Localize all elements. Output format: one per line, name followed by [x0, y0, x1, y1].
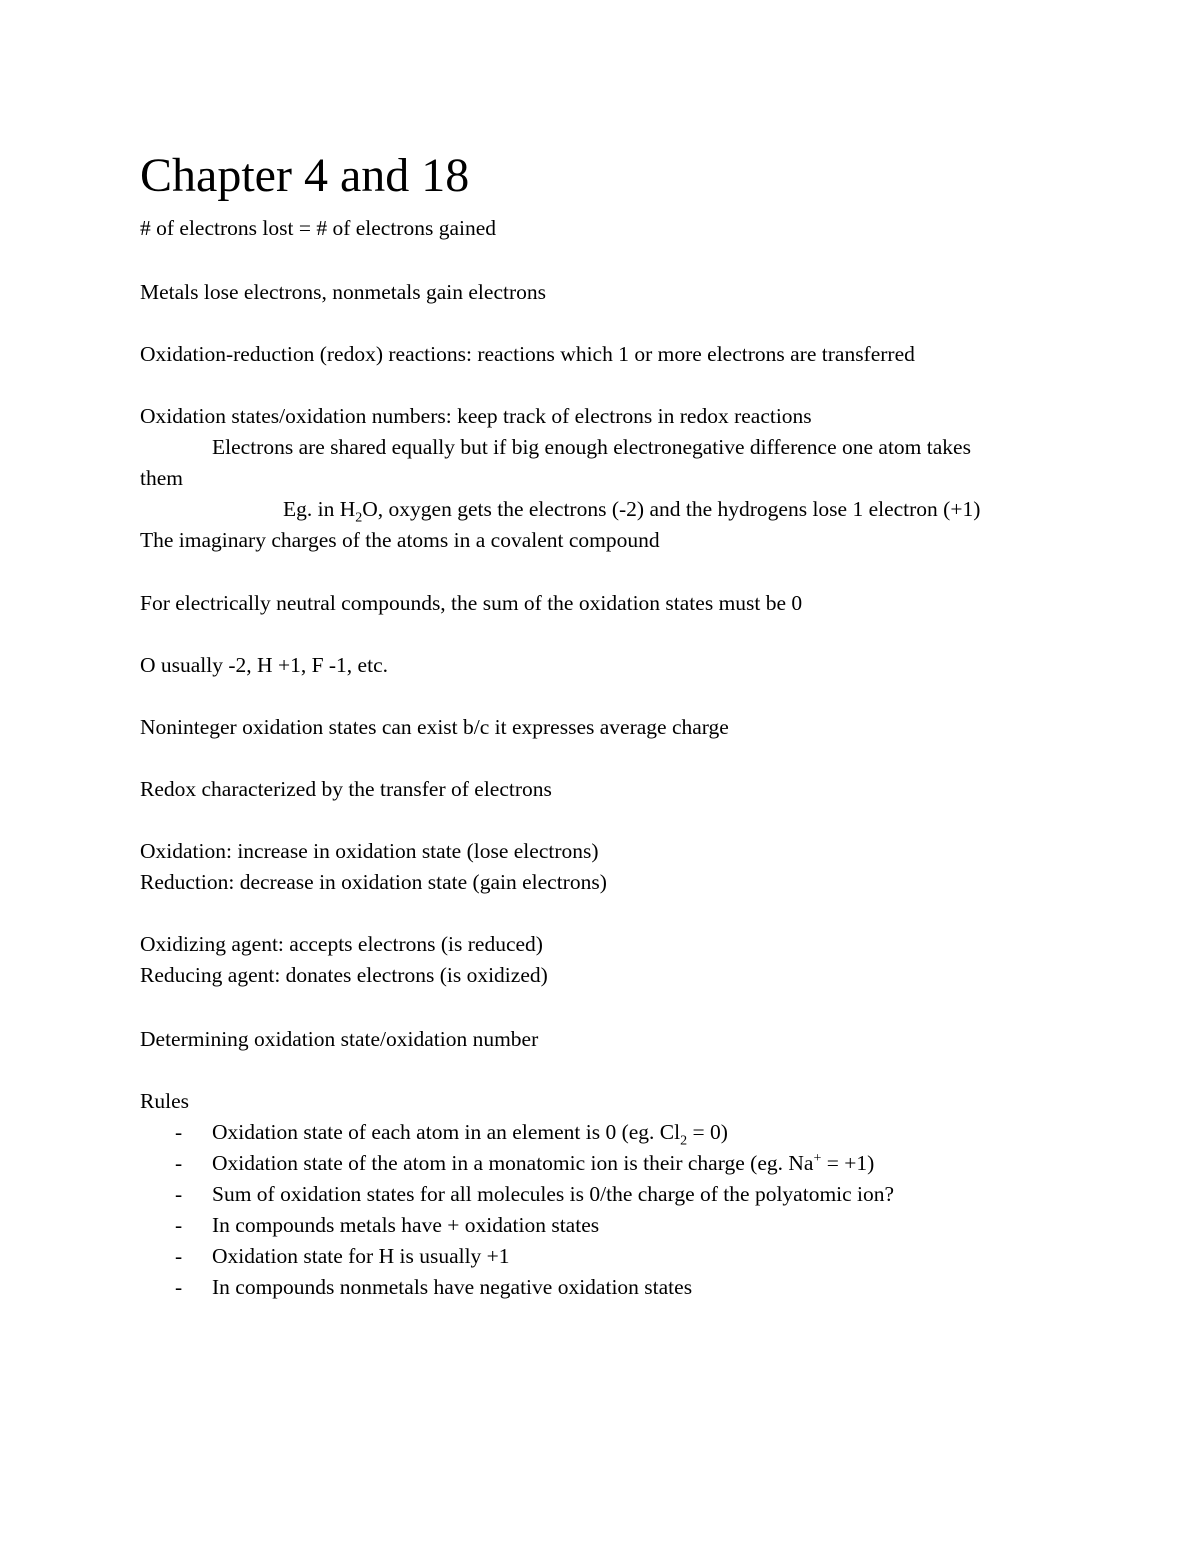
bullet-marker: - — [175, 1182, 183, 1206]
text-line: Oxidation: increase in oxidation state (lose electrons) — [140, 839, 599, 863]
rule-text — [212, 1118, 728, 1149]
rule-text-start: Oxidation state of the atom in a monatomic ion is their charge (eg. Na — [212, 1151, 814, 1175]
bullet-marker: - — [175, 1275, 183, 1299]
text-line: The imaginary charges of the atoms in a covalent compound — [140, 528, 660, 552]
rule-text-end: = 0) — [687, 1120, 728, 1144]
example-text-start: Eg. in H — [283, 497, 356, 521]
example-text-end: O, oxygen gets the electrons (-2) and the hydrogens lose 1 electron (+1) — [362, 497, 981, 521]
bullet-marker: - — [175, 1213, 183, 1237]
page-title: Chapter 4 and 18 — [140, 149, 470, 202]
text-line: Oxidation states/oxidation numbers: keep track of electrons in redox reactions — [140, 404, 812, 428]
text-line: For electrically neutral compounds, the sum of the oxidation states must be 0 — [140, 591, 803, 615]
rule-text: Oxidation state for H is usually +1 — [212, 1244, 510, 1268]
text-line: Determining oxidation state/oxidation number — [140, 1027, 539, 1051]
text-line: them — [140, 466, 183, 490]
text-line: Electrons are shared equally but if big enough electronegative difference one atom takes — [212, 435, 971, 459]
superscript: + — [813, 1150, 822, 1166]
rule-text-end: = +1) — [821, 1151, 875, 1175]
bullet-marker: - — [175, 1151, 183, 1175]
rule-text: In compounds metals have + oxidation states — [212, 1213, 600, 1237]
text-line: # of electrons lost = # of electrons gained — [140, 216, 497, 240]
text-line: Reduction: decrease in oxidation state (gain electrons) — [140, 870, 607, 894]
text-line: Metals lose electrons, nonmetals gain electrons — [140, 280, 546, 304]
bullet-marker: - — [175, 1244, 183, 1268]
bullet-marker: - — [175, 1120, 183, 1144]
text-line: O usually -2, H +1, F -1, etc. — [140, 653, 388, 677]
example-line — [283, 495, 981, 526]
rule-text: Sum of oxidation states for all molecules is 0/the charge of the polyatomic ion? — [212, 1182, 895, 1206]
text-line: Oxidizing agent: accepts electrons (is reduced) — [140, 932, 543, 956]
rule-text: In compounds nonmetals have negative oxidation states — [212, 1275, 693, 1299]
text-line: Redox characterized by the transfer of electrons — [140, 777, 552, 801]
rule-text — [212, 1149, 874, 1177]
rule-text-start: Oxidation state of each atom in an element is 0 (eg. Cl — [212, 1120, 681, 1144]
rules-heading: Rules — [140, 1089, 189, 1113]
text-line: Oxidation-reduction (redox) reactions: reactions which 1 or more electrons are transferred — [140, 342, 915, 366]
text-line: Noninteger oxidation states can exist b/c it expresses average charge — [140, 715, 729, 739]
subscript: 2 — [355, 510, 363, 526]
subscript: 2 — [680, 1133, 688, 1149]
text-line: Reducing agent: donates electrons (is oxidized) — [140, 963, 548, 987]
